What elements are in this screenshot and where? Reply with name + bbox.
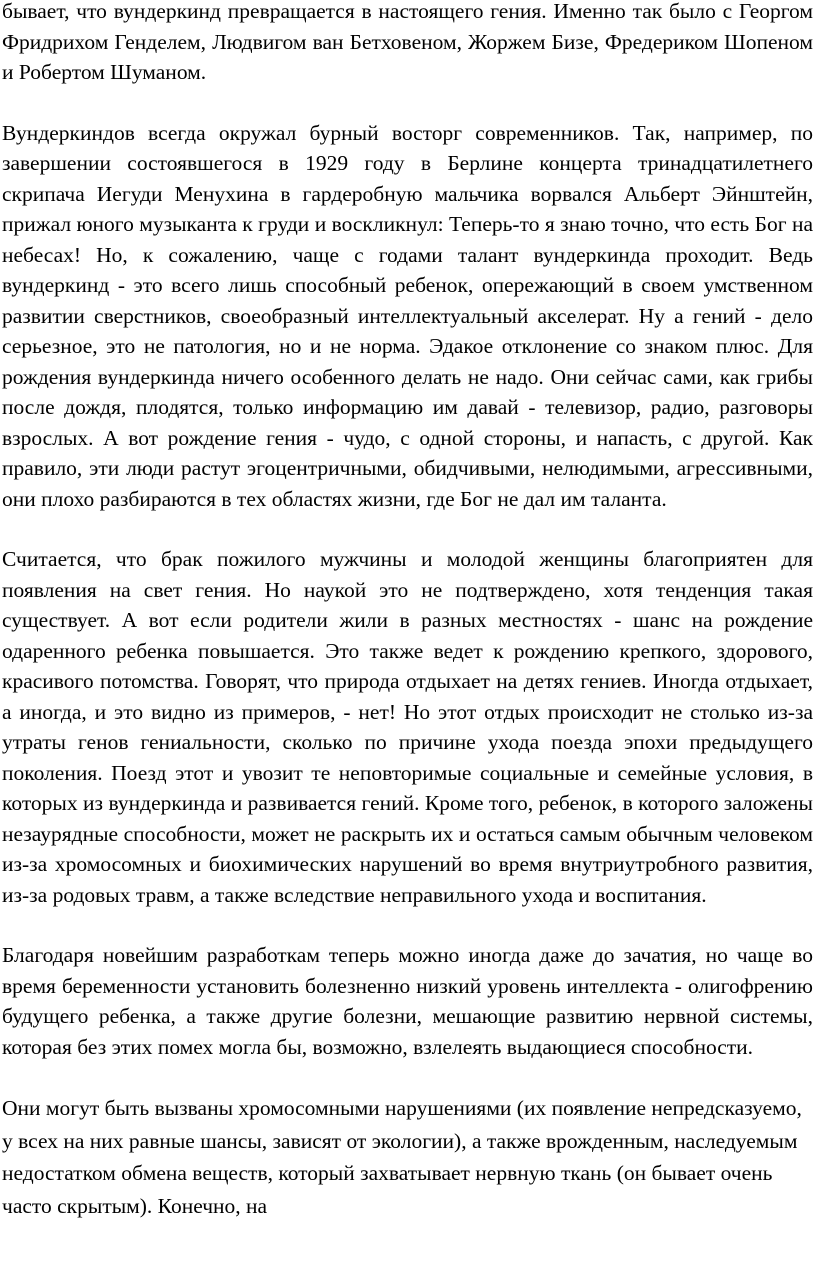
paragraph-3: Считается, что брак пожилого мужчины и молодой женщины благоприятен для появления на свет гения. Но наукой это не подтверждено, хотя тенденция такая существует. А вот если родители жили в разных местностях - шанс на рождение одаренного ребенка повышается. Это также ведет к рождению крепкого, здорового, красивого потомства. Говорят, что природа отдыхает на детях гениев. Иногда отдыхает, а иногда, и это видно из примеров, - нет! Но этот отдых происходит не столько из-за утраты генов гениальности, сколько по причине ухода поезда эпохи предыдущего поколения. Поезд этот и увозит те неповторимые социальные и семейные условия, в которых из вундеркинда и развивается гений. Кроме того, ребенок, в которого заложены незаурядные способности, может не раскрыть их и остаться самым обычным человеком из-за хромосомных и биохимических нарушений во время внутриутробного развития, из-за родовых травм, а также вследствие неправильного ухода и воспитания.	[2, 547, 813, 907]
paragraph-2: Вундеркиндов всегда окружал бурный восторг современников. Так, например, по завершении состоявшегося в 1929 году в Берлине концерта тринадцатилетнего скрипача Иегуди Менухина в гардеробную мальчика ворвался Альберт Эйнштейн, прижал юного музыканта к груди и воскликнул: Теперь-то я знаю точно, что есть Бог на небесах! Но, к сожалению, чаще с годами талант вундеркинда проходит. Ведь вундеркинд - это всего лишь способный ребенок, опережающий в своем умственном развитии сверстников, своеобразный интеллектуальный акселерат. Ну а гений - дело серьезное, это не патология, но и не норма. Эдакое отклонение со знаком плюс. Для рождения вундеркинда ничего особенного делать не надо. Они сейчас сами, как грибы после дождя, плодятся, только информацию им давай - телевизор, радио, разговоры взрослых. А вот рождение гения - чудо, с одной стороны, и напасть, с другой. Как правило, эти люди растут эгоцентричными, обидчивыми, нелюдимыми, агрессивными, они плохо разбираются в тех областях жизни, где Бог не дал им таланта.	[2, 120, 813, 511]
paragraph-1: бывает, что вундеркинд превращается в настоящего гения. Именно так было с Георгом Фридрихом Генделем, Людвигом ван Бетховеном, Жоржем Бизе, Фредериком Шопеном и Робертом Шуманом.	[2, 0, 813, 84]
paragraph-4: Благодаря новейшим разработкам теперь можно иногда даже до зачатия, но чаще во время беременности установить болезненно низкий уровень интеллекта - олигофрению будущего ребенка, а также другие болезни, мешающие развитию нервной системы, которая без этих помех могла бы, возможно, взлелеять выдающиеся способности.	[2, 943, 813, 1059]
paragraph-5: Они могут быть вызваны хромосомными нарушениями (их появление непредсказуемо, у всех на них равные шансы, зависят от экологии), а также врожденным, наследуемым недостатком обмена веществ, который захватывает нервную ткань (он бывает очень часто скрытым). Конечно, на	[2, 1096, 802, 1218]
